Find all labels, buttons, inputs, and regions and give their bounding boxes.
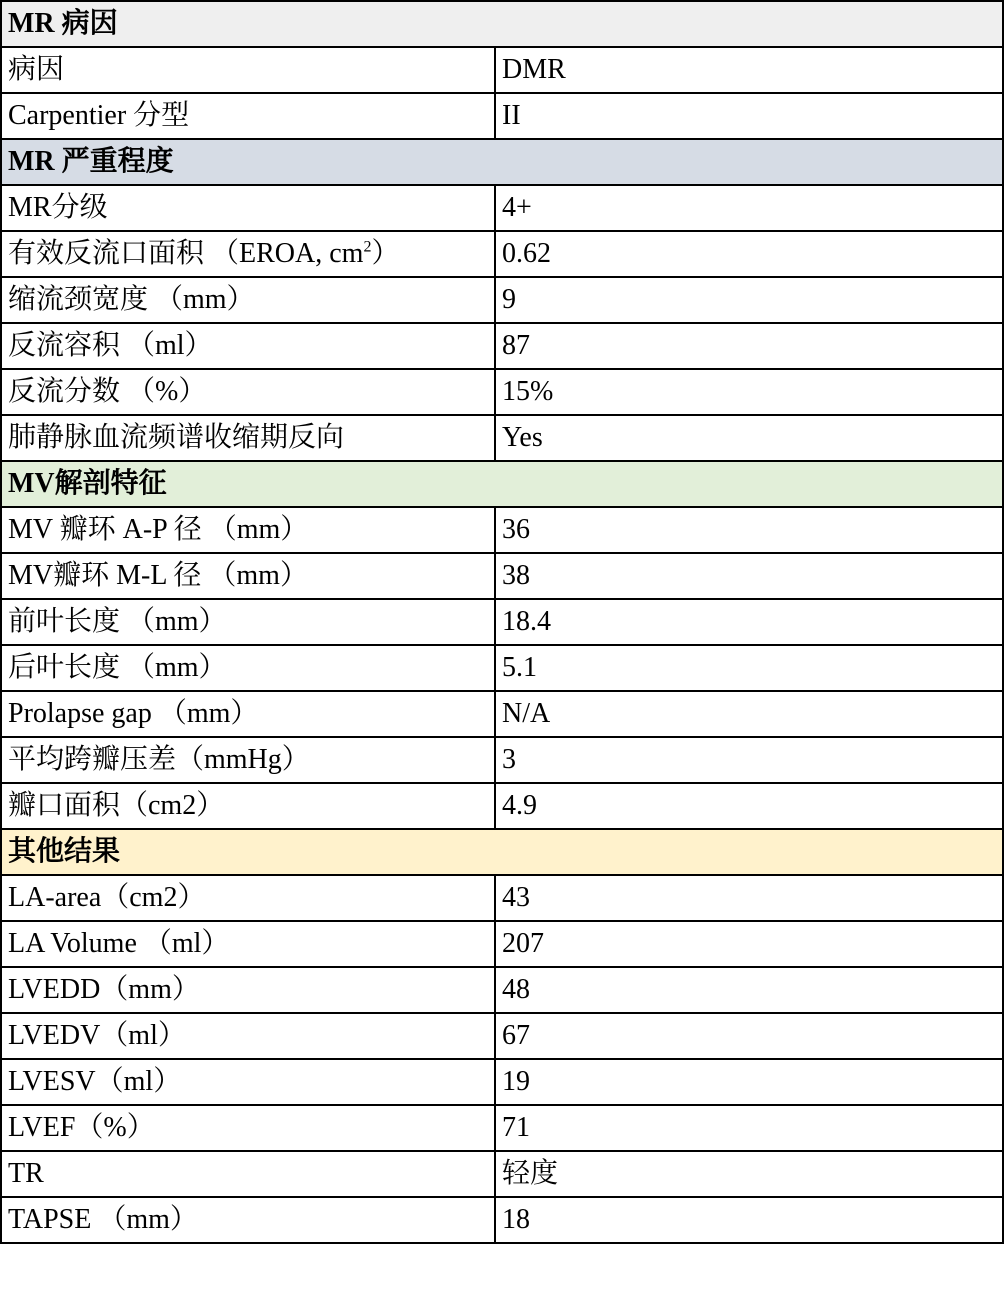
row-value: 67 (495, 1013, 1003, 1059)
table-row (1, 415, 1003, 461)
table-row (1, 967, 1003, 1013)
row-label: TAPSE （mm） (1, 1197, 495, 1243)
row-label: Carpentier 分型 (1, 93, 495, 139)
row-value: 48 (495, 967, 1003, 1013)
row-label: 前叶长度 （mm） (1, 599, 495, 645)
table-row (1, 599, 1003, 645)
table-row (1, 47, 1003, 93)
table-row (1, 691, 1003, 737)
table-row (1, 1197, 1003, 1243)
section-header-mr-etiology (1, 1, 1003, 47)
row-label: 瓣口面积（cm2） (1, 783, 495, 829)
table-row (1, 783, 1003, 829)
table-row (1, 231, 1003, 277)
table-row (1, 875, 1003, 921)
row-label (1, 231, 495, 277)
row-label: TR (1, 1151, 495, 1197)
row-label: LA-area（cm2） (1, 875, 495, 921)
row-value: 19 (495, 1059, 1003, 1105)
row-value: Yes (495, 415, 1003, 461)
table-row (1, 1013, 1003, 1059)
table-row (1, 737, 1003, 783)
section-title: 其他结果 (1, 829, 1003, 875)
row-label: 反流分数 （%） (1, 369, 495, 415)
section-title: MR 严重程度 (1, 139, 1003, 185)
label-text-end: ） (371, 238, 400, 269)
section-header-mr-severity (1, 139, 1003, 185)
label-text: 有效反流口面积 （EROA, cm (8, 238, 364, 269)
table-row (1, 645, 1003, 691)
row-value: 轻度 (495, 1151, 1003, 1197)
row-label: 病因 (1, 47, 495, 93)
section-title: MR 病因 (1, 1, 1003, 47)
row-label: LVEDD（mm） (1, 967, 495, 1013)
row-label: LVEDV（ml） (1, 1013, 495, 1059)
table-row (1, 1151, 1003, 1197)
row-value: 71 (495, 1105, 1003, 1151)
row-value: 9 (495, 277, 1003, 323)
table-row (1, 185, 1003, 231)
row-value: 4.9 (495, 783, 1003, 829)
row-value: 0.62 (495, 231, 1003, 277)
table-row (1, 1105, 1003, 1151)
row-label: LA Volume （ml） (1, 921, 495, 967)
table-row (1, 1059, 1003, 1105)
superscript: 2 (363, 238, 372, 256)
row-value: 4+ (495, 185, 1003, 231)
row-label: 肺静脉血流频谱收缩期反向 (1, 415, 495, 461)
row-value: II (495, 93, 1003, 139)
row-label: LVESV（ml） (1, 1059, 495, 1105)
row-label: 平均跨瓣压差（mmHg） (1, 737, 495, 783)
row-label: MV瓣环 M-L 径 （mm） (1, 553, 495, 599)
section-header-other-results (1, 829, 1003, 875)
row-label: MV 瓣环 A-P 径 （mm） (1, 507, 495, 553)
row-value: 3 (495, 737, 1003, 783)
table-row (1, 323, 1003, 369)
table-row (1, 277, 1003, 323)
row-label: MR分级 (1, 185, 495, 231)
row-value: 36 (495, 507, 1003, 553)
row-label: LVEF（%） (1, 1105, 495, 1151)
row-value: 5.1 (495, 645, 1003, 691)
table-row (1, 507, 1003, 553)
table-row (1, 93, 1003, 139)
row-value: 18.4 (495, 599, 1003, 645)
row-value: 207 (495, 921, 1003, 967)
row-value: 38 (495, 553, 1003, 599)
table-row (1, 921, 1003, 967)
row-label: 缩流颈宽度 （mm） (1, 277, 495, 323)
row-label: 反流容积 （ml） (1, 323, 495, 369)
row-label: Prolapse gap （mm） (1, 691, 495, 737)
row-value: N/A (495, 691, 1003, 737)
section-title: MV解剖特征 (1, 461, 1003, 507)
row-value: 15% (495, 369, 1003, 415)
table-row (1, 369, 1003, 415)
row-value: 87 (495, 323, 1003, 369)
table-row (1, 553, 1003, 599)
row-value: DMR (495, 47, 1003, 93)
section-header-mv-anatomy (1, 461, 1003, 507)
row-label: 后叶长度 （mm） (1, 645, 495, 691)
row-value: 43 (495, 875, 1003, 921)
row-value: 18 (495, 1197, 1003, 1243)
